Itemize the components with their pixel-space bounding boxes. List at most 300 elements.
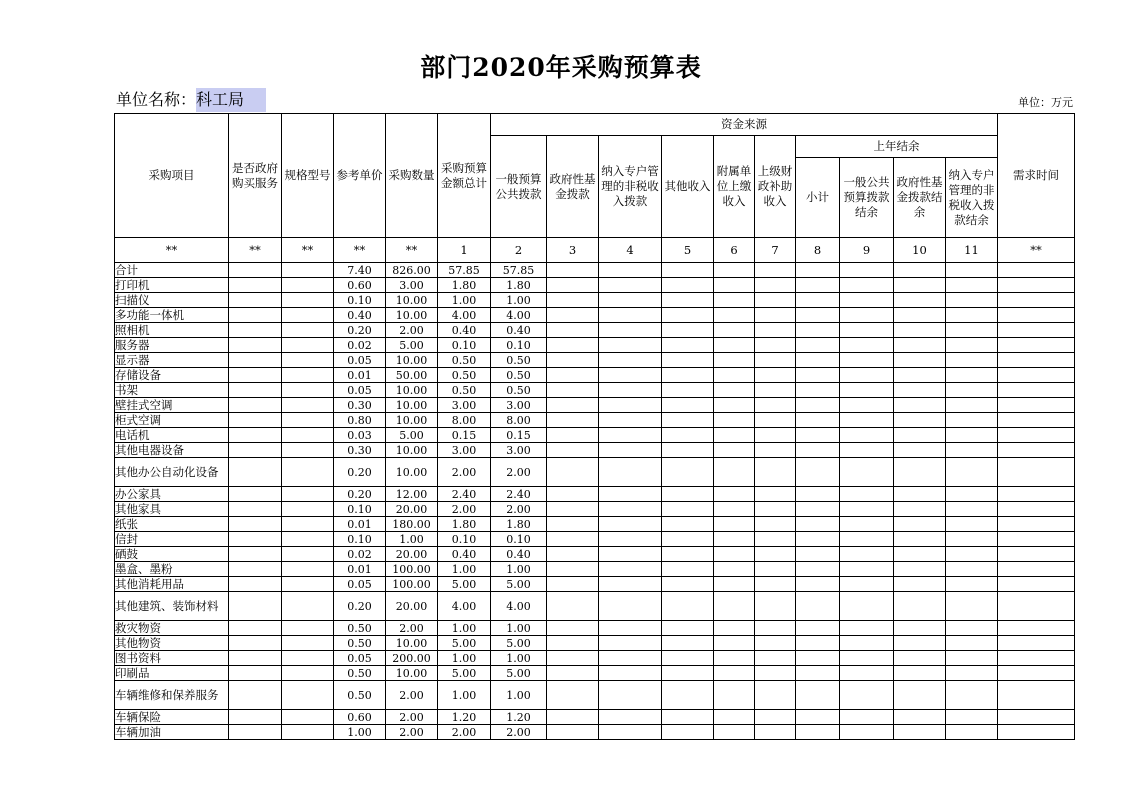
- table-row: [115, 278, 1075, 293]
- cell-qty: 10.00: [386, 666, 438, 681]
- cell-empty: [755, 710, 796, 725]
- cell-empty: [755, 487, 796, 502]
- cell-ref-price: 0.03: [334, 428, 386, 443]
- cell-spec: [282, 651, 334, 666]
- cell-empty: [547, 428, 599, 443]
- cell-gov-service: [229, 532, 282, 547]
- cell-empty: [998, 562, 1075, 577]
- cell-empty: [998, 293, 1075, 308]
- cell-empty: [755, 666, 796, 681]
- index-cell: 3: [547, 238, 599, 263]
- cell-empty: [599, 383, 662, 398]
- cell-total: 0.50: [438, 368, 491, 383]
- cell-total: 1.00: [438, 562, 491, 577]
- cell-empty: [796, 293, 840, 308]
- cell-empty: [755, 725, 796, 740]
- cell-gov-service: [229, 323, 282, 338]
- cell-general: 2.00: [491, 502, 547, 517]
- cell-general: 0.40: [491, 323, 547, 338]
- cell-total: 0.40: [438, 323, 491, 338]
- cell-empty: [599, 681, 662, 710]
- cell-empty: [714, 428, 755, 443]
- cell-item-name: 车辆维修和保养服务: [115, 681, 229, 710]
- cell-item-name: 服务器: [115, 338, 229, 353]
- cell-empty: [946, 666, 998, 681]
- cell-empty: [714, 383, 755, 398]
- cell-empty: [714, 636, 755, 651]
- cell-gov-service: [229, 517, 282, 532]
- cell-empty: [796, 532, 840, 547]
- cell-empty: [840, 577, 894, 592]
- cell-empty: [755, 517, 796, 532]
- cell-general: 2.00: [491, 458, 547, 487]
- cell-empty: [599, 636, 662, 651]
- cell-ref-price: 0.40: [334, 308, 386, 323]
- cell-empty: [796, 278, 840, 293]
- cell-ref-price: 7.40: [334, 263, 386, 278]
- index-cell: 9: [840, 238, 894, 263]
- cell-empty: [894, 413, 946, 428]
- cell-empty: [599, 577, 662, 592]
- cell-general: 1.80: [491, 517, 547, 532]
- cell-empty: [946, 368, 998, 383]
- cell-qty: 180.00: [386, 517, 438, 532]
- cell-total: 1.80: [438, 278, 491, 293]
- table-row: [115, 353, 1075, 368]
- table-row: [115, 502, 1075, 517]
- cell-spec: [282, 413, 334, 428]
- cell-empty: [894, 651, 946, 666]
- cell-empty: [547, 592, 599, 621]
- cell-qty: 100.00: [386, 577, 438, 592]
- table-row: [115, 651, 1075, 666]
- cell-spec: [282, 636, 334, 651]
- cell-general: 2.40: [491, 487, 547, 502]
- cell-spec: [282, 383, 334, 398]
- cell-gov-service: [229, 458, 282, 487]
- cell-total: 1.00: [438, 651, 491, 666]
- cell-ref-price: 0.01: [334, 562, 386, 577]
- cell-empty: [840, 323, 894, 338]
- cell-ref-price: 0.30: [334, 398, 386, 413]
- cell-empty: [755, 323, 796, 338]
- table-row: [115, 577, 1075, 592]
- cell-gov-service: [229, 278, 282, 293]
- cell-empty: [599, 517, 662, 532]
- cell-empty: [894, 636, 946, 651]
- index-cell: 8: [796, 238, 840, 263]
- cell-empty: [998, 458, 1075, 487]
- index-row: [115, 238, 1075, 263]
- cell-empty: [599, 293, 662, 308]
- cell-empty: [547, 710, 599, 725]
- cell-empty: [547, 636, 599, 651]
- cell-empty: [894, 577, 946, 592]
- cell-empty: [796, 621, 840, 636]
- cell-empty: [714, 338, 755, 353]
- cell-empty: [894, 592, 946, 621]
- cell-item-name: 显示器: [115, 353, 229, 368]
- index-cell: 6: [714, 238, 755, 263]
- cell-empty: [796, 577, 840, 592]
- cell-empty: [599, 621, 662, 636]
- cell-empty: [547, 443, 599, 458]
- cell-empty: [998, 278, 1075, 293]
- cell-empty: [796, 338, 840, 353]
- cell-item-name: 其他消耗用品: [115, 577, 229, 592]
- cell-empty: [599, 547, 662, 562]
- cell-empty: [894, 338, 946, 353]
- cell-ref-price: 0.01: [334, 368, 386, 383]
- cell-empty: [714, 577, 755, 592]
- cell-empty: [547, 487, 599, 502]
- cell-empty: [547, 263, 599, 278]
- cell-qty: 826.00: [386, 263, 438, 278]
- cell-item-name: 照相机: [115, 323, 229, 338]
- cell-empty: [998, 398, 1075, 413]
- cell-empty: [755, 577, 796, 592]
- cell-empty: [840, 368, 894, 383]
- cell-empty: [946, 636, 998, 651]
- cell-total: 2.00: [438, 725, 491, 740]
- cell-empty: [998, 681, 1075, 710]
- cell-empty: [998, 547, 1075, 562]
- cell-empty: [796, 710, 840, 725]
- cell-empty: [662, 458, 714, 487]
- cell-total: 0.10: [438, 338, 491, 353]
- cell-empty: [840, 666, 894, 681]
- cell-empty: [599, 487, 662, 502]
- cell-empty: [755, 562, 796, 577]
- cell-gov-service: [229, 651, 282, 666]
- cell-empty: [796, 398, 840, 413]
- cell-gov-service: [229, 725, 282, 740]
- cell-empty: [946, 532, 998, 547]
- table-row: [115, 308, 1075, 323]
- cell-empty: [547, 547, 599, 562]
- cell-empty: [662, 338, 714, 353]
- cell-empty: [599, 725, 662, 740]
- cell-empty: [714, 293, 755, 308]
- cell-empty: [998, 443, 1075, 458]
- cell-empty: [894, 278, 946, 293]
- cell-ref-price: 0.60: [334, 278, 386, 293]
- cell-empty: [946, 621, 998, 636]
- cell-empty: [547, 517, 599, 532]
- cell-item-name: 其他建筑、装饰材料: [115, 592, 229, 621]
- cell-gov-service: [229, 636, 282, 651]
- cell-empty: [599, 323, 662, 338]
- cell-empty: [599, 428, 662, 443]
- table-row: [115, 517, 1075, 532]
- header-special: 纳入专户管理的非税收入拨款: [599, 136, 662, 238]
- cell-ref-price: 0.50: [334, 666, 386, 681]
- cell-item-name: 打印机: [115, 278, 229, 293]
- cell-qty: 2.00: [386, 681, 438, 710]
- cell-empty: [714, 443, 755, 458]
- cell-gov-service: [229, 293, 282, 308]
- cell-empty: [946, 502, 998, 517]
- index-cell: **: [386, 238, 438, 263]
- cell-general: 1.00: [491, 562, 547, 577]
- cell-total: 2.00: [438, 458, 491, 487]
- cell-ref-price: 0.80: [334, 413, 386, 428]
- cell-empty: [547, 398, 599, 413]
- table-row: [115, 532, 1075, 547]
- cell-empty: [755, 592, 796, 621]
- cell-empty: [894, 681, 946, 710]
- cell-item-name: 硒鼓: [115, 547, 229, 562]
- table-row: [115, 383, 1075, 398]
- cell-empty: [998, 383, 1075, 398]
- unit-name-value[interactable]: 科工局: [196, 88, 266, 112]
- cell-gov-service: [229, 592, 282, 621]
- cell-empty: [998, 725, 1075, 740]
- header-ly-general: 一般公共预算拨款结余: [840, 158, 894, 238]
- header-total: 采购预算金额总计: [438, 114, 491, 238]
- cell-empty: [599, 532, 662, 547]
- table-row: [115, 725, 1075, 740]
- cell-empty: [894, 547, 946, 562]
- cell-empty: [714, 532, 755, 547]
- cell-general: 0.50: [491, 353, 547, 368]
- cell-total: 0.40: [438, 547, 491, 562]
- cell-general: 0.40: [491, 547, 547, 562]
- cell-item-name: 印刷品: [115, 666, 229, 681]
- cell-total: 8.00: [438, 413, 491, 428]
- cell-general: 0.50: [491, 368, 547, 383]
- cell-empty: [796, 547, 840, 562]
- cell-empty: [662, 636, 714, 651]
- index-cell: 7: [755, 238, 796, 263]
- cell-empty: [998, 323, 1075, 338]
- index-cell: 4: [599, 238, 662, 263]
- cell-spec: [282, 502, 334, 517]
- header-fund-source: 资金来源: [491, 114, 998, 136]
- cell-empty: [547, 502, 599, 517]
- cell-qty: 2.00: [386, 710, 438, 725]
- cell-item-name: 信封: [115, 532, 229, 547]
- cell-empty: [547, 383, 599, 398]
- cell-gov-service: [229, 338, 282, 353]
- cell-empty: [599, 458, 662, 487]
- cell-empty: [755, 458, 796, 487]
- cell-item-name: 车辆保险: [115, 710, 229, 725]
- budget-table: [114, 113, 1075, 740]
- cell-total: 0.15: [438, 428, 491, 443]
- cell-empty: [714, 353, 755, 368]
- index-cell: 2: [491, 238, 547, 263]
- table-row: [115, 458, 1075, 487]
- cell-empty: [894, 487, 946, 502]
- cell-qty: 2.00: [386, 621, 438, 636]
- cell-empty: [547, 368, 599, 383]
- cell-empty: [840, 725, 894, 740]
- cell-total: 3.00: [438, 443, 491, 458]
- cell-spec: [282, 666, 334, 681]
- cell-empty: [840, 458, 894, 487]
- table-row: [115, 487, 1075, 502]
- cell-empty: [894, 323, 946, 338]
- cell-empty: [662, 621, 714, 636]
- cell-ref-price: 0.50: [334, 681, 386, 710]
- cell-empty: [946, 338, 998, 353]
- cell-empty: [998, 428, 1075, 443]
- cell-general: 0.10: [491, 338, 547, 353]
- cell-empty: [755, 636, 796, 651]
- cell-empty: [840, 293, 894, 308]
- cell-empty: [840, 263, 894, 278]
- cell-item-name: 墨盒、墨粉: [115, 562, 229, 577]
- cell-empty: [599, 398, 662, 413]
- table-row: [115, 547, 1075, 562]
- cell-empty: [547, 666, 599, 681]
- cell-general: 0.50: [491, 383, 547, 398]
- cell-general: 0.15: [491, 428, 547, 443]
- cell-ref-price: 0.02: [334, 547, 386, 562]
- cell-empty: [662, 263, 714, 278]
- cell-qty: 10.00: [386, 413, 438, 428]
- cell-ref-price: 0.01: [334, 517, 386, 532]
- cell-spec: [282, 621, 334, 636]
- cell-ref-price: 0.10: [334, 502, 386, 517]
- cell-total: 0.50: [438, 353, 491, 368]
- header-last-year: 上年结余: [796, 136, 998, 158]
- cell-empty: [755, 293, 796, 308]
- cell-empty: [755, 443, 796, 458]
- cell-empty: [755, 502, 796, 517]
- cell-empty: [894, 293, 946, 308]
- header-gov-service: 是否政府购买服务: [229, 114, 282, 238]
- cell-spec: [282, 323, 334, 338]
- cell-ref-price: 0.60: [334, 710, 386, 725]
- cell-gov-service: [229, 547, 282, 562]
- cell-empty: [796, 502, 840, 517]
- cell-ref-price: 0.10: [334, 532, 386, 547]
- cell-empty: [599, 278, 662, 293]
- cell-item-name: 多功能一体机: [115, 308, 229, 323]
- cell-empty: [547, 308, 599, 323]
- cell-qty: 5.00: [386, 428, 438, 443]
- cell-gov-service: [229, 666, 282, 681]
- cell-spec: [282, 338, 334, 353]
- cell-empty: [796, 413, 840, 428]
- cell-qty: 20.00: [386, 547, 438, 562]
- header-spec: 规格型号: [282, 114, 334, 238]
- cell-item-name: 纸张: [115, 517, 229, 532]
- cell-empty: [946, 443, 998, 458]
- table-row: [115, 621, 1075, 636]
- cell-empty: [840, 278, 894, 293]
- cell-empty: [998, 308, 1075, 323]
- cell-ref-price: 0.20: [334, 323, 386, 338]
- cell-empty: [755, 353, 796, 368]
- cell-empty: [998, 487, 1075, 502]
- cell-item-name: 柜式空调: [115, 413, 229, 428]
- cell-item-name: 其他物资: [115, 636, 229, 651]
- cell-item-name: 书架: [115, 383, 229, 398]
- cell-empty: [662, 651, 714, 666]
- cell-empty: [662, 353, 714, 368]
- cell-empty: [755, 338, 796, 353]
- cell-empty: [714, 651, 755, 666]
- cell-empty: [714, 562, 755, 577]
- cell-qty: 10.00: [386, 308, 438, 323]
- cell-spec: [282, 308, 334, 323]
- cell-empty: [714, 413, 755, 428]
- cell-gov-service: [229, 398, 282, 413]
- cell-empty: [840, 487, 894, 502]
- cell-spec: [282, 458, 334, 487]
- cell-empty: [714, 487, 755, 502]
- cell-qty: 10.00: [386, 353, 438, 368]
- cell-empty: [840, 636, 894, 651]
- cell-gov-service: [229, 383, 282, 398]
- cell-general: 4.00: [491, 308, 547, 323]
- cell-general: 3.00: [491, 398, 547, 413]
- cell-total: 4.00: [438, 308, 491, 323]
- cell-empty: [796, 428, 840, 443]
- cell-empty: [946, 308, 998, 323]
- header-qty: 采购数量: [386, 114, 438, 238]
- cell-empty: [946, 517, 998, 532]
- cell-empty: [840, 710, 894, 725]
- cell-empty: [998, 353, 1075, 368]
- cell-empty: [840, 398, 894, 413]
- cell-empty: [755, 383, 796, 398]
- cell-spec: [282, 547, 334, 562]
- cell-empty: [662, 487, 714, 502]
- cell-empty: [599, 338, 662, 353]
- cell-empty: [796, 308, 840, 323]
- cell-empty: [796, 681, 840, 710]
- cell-ref-price: 0.05: [334, 353, 386, 368]
- cell-empty: [755, 651, 796, 666]
- cell-empty: [599, 353, 662, 368]
- cell-empty: [796, 725, 840, 740]
- cell-qty: 20.00: [386, 502, 438, 517]
- cell-spec: [282, 681, 334, 710]
- cell-empty: [714, 308, 755, 323]
- cell-empty: [662, 323, 714, 338]
- table-row: [115, 592, 1075, 621]
- cell-empty: [946, 487, 998, 502]
- index-cell: **: [115, 238, 229, 263]
- cell-empty: [599, 443, 662, 458]
- cell-empty: [840, 383, 894, 398]
- cell-qty: 10.00: [386, 383, 438, 398]
- cell-empty: [840, 308, 894, 323]
- cell-qty: 5.00: [386, 338, 438, 353]
- cell-general: 8.00: [491, 413, 547, 428]
- cell-empty: [599, 502, 662, 517]
- cell-empty: [840, 532, 894, 547]
- cell-empty: [998, 338, 1075, 353]
- cell-total: 5.00: [438, 636, 491, 651]
- cell-empty: [946, 323, 998, 338]
- cell-empty: [662, 517, 714, 532]
- table-row: [115, 293, 1075, 308]
- cell-empty: [599, 308, 662, 323]
- cell-empty: [946, 398, 998, 413]
- cell-spec: [282, 532, 334, 547]
- cell-qty: 20.00: [386, 592, 438, 621]
- header-subtotal: 小计: [796, 158, 840, 238]
- cell-empty: [755, 532, 796, 547]
- cell-empty: [755, 413, 796, 428]
- table-row: [115, 710, 1075, 725]
- cell-empty: [894, 458, 946, 487]
